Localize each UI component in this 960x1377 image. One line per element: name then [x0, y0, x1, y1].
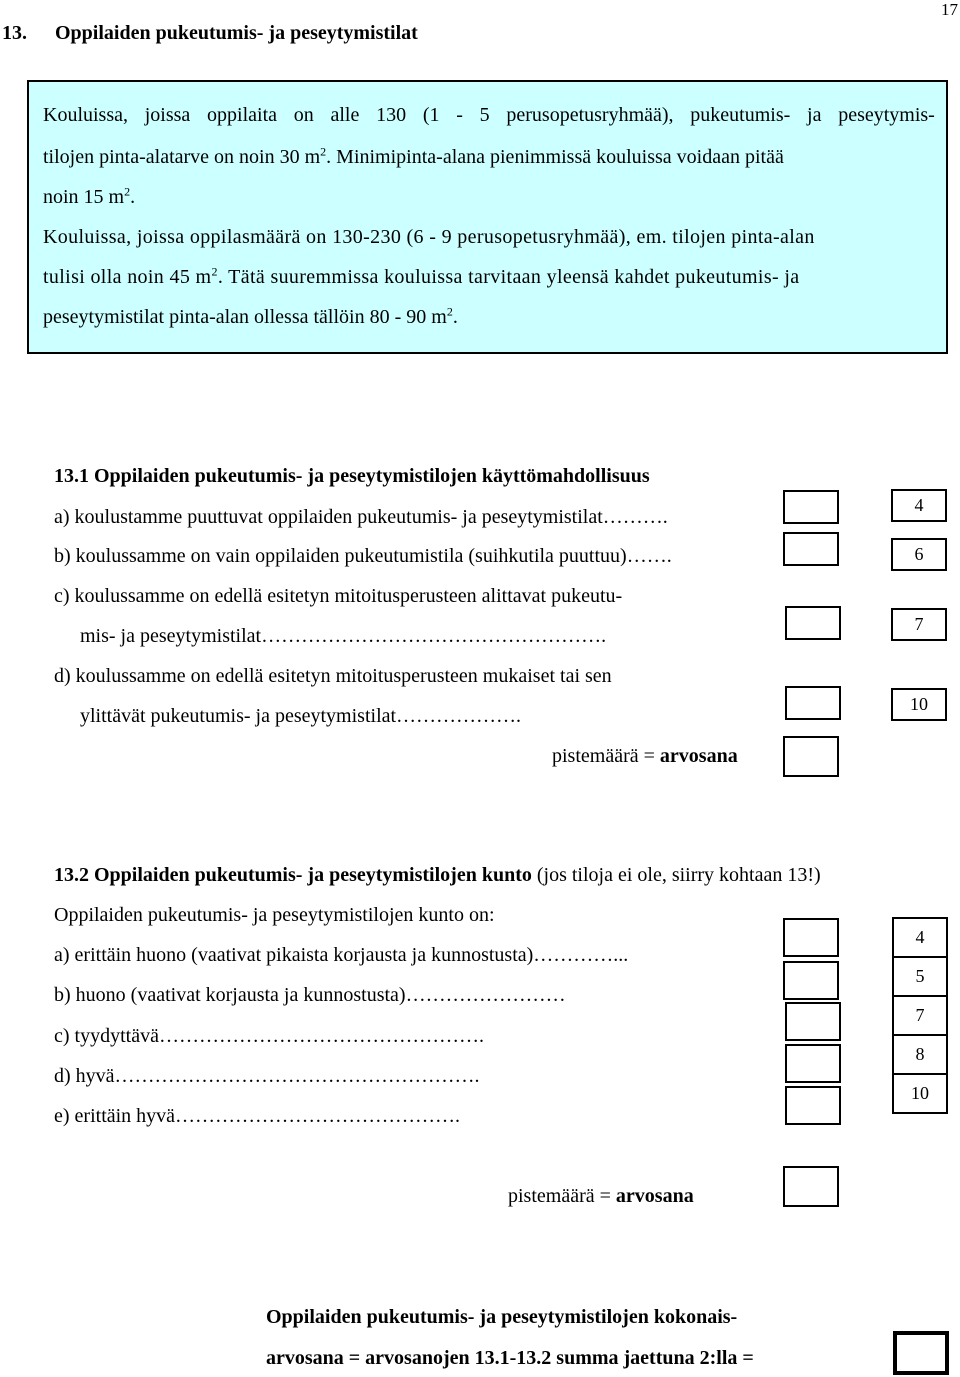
- info-line-1-word: peseytymis-: [838, 104, 935, 126]
- q1-heading: 13.1 Oppilaiden pukeutumis- ja peseytymistilojen käyttömahdollisuus: [54, 465, 650, 487]
- q1-checkbox-a[interactable]: [783, 490, 839, 524]
- q1-option-c-line1: c) koulussamme on edellä esitetyn mitoitusperusteen alittavat pukeutu-: [54, 585, 623, 607]
- q1-points-b: 6: [891, 538, 947, 571]
- q2-checkbox-a[interactable]: [783, 918, 839, 957]
- section-title: Oppilaiden pukeutumis- ja peseytymistilat: [55, 22, 418, 44]
- q1-points-d: 10: [891, 688, 947, 721]
- info-line-1-word: alle: [330, 104, 360, 126]
- q1-option-d-line2: ylittävät pukeutumis- ja peseytymistilat……………….: [80, 705, 522, 727]
- info-line-1-word: oppilaita: [207, 104, 278, 126]
- q1-option-a: a) koulustamme puuttuvat oppilaiden pukeutumis- ja peseytymistilat……….: [54, 506, 668, 528]
- q1-result-box[interactable]: [783, 736, 839, 777]
- total-label-line1: Oppilaiden pukeutumis- ja peseytymistilojen kokonais-: [266, 1306, 738, 1328]
- q1-checkbox-c[interactable]: [785, 606, 841, 640]
- total-grade-box[interactable]: [893, 1331, 949, 1375]
- total-label-line2: arvosana = arvosanojen 13.1-13.2 summa jaettuna 2:lla =: [266, 1347, 754, 1369]
- info-line-3: noin 15 $m^2$.: [43, 184, 136, 208]
- q2-points-b: 5: [892, 956, 948, 997]
- info-line-1: [43, 104, 935, 127]
- q2-option-e: e) erittäin hyvä…………………………………….: [54, 1105, 461, 1127]
- q2-checkbox-d[interactable]: [785, 1044, 841, 1083]
- q1-option-d-line1: d) koulussamme on edellä esitetyn mitoitusperusteen mukaiset tai sen: [54, 665, 612, 687]
- q2-points-d: 8: [892, 1034, 948, 1075]
- page-number: 17: [941, 0, 958, 19]
- info-line-4: Kouluissa, joissa oppilasmäärä on 130-230 (6 - 9 perusopetusryhmää), em. tilojen pinta-alan: [43, 226, 815, 248]
- q2-points-a: 4: [892, 917, 948, 958]
- info-line-1-word: Kouluissa,: [43, 104, 128, 126]
- q1-result-label: pistemäärä = arvosana: [552, 745, 738, 767]
- info-line-5: tulisi olla noin 45 $m^2$. Tätä suuremmissa kouluissa tarvitaan yleensä kahdet pukeutumis- ja: [43, 264, 800, 288]
- q1-checkbox-b[interactable]: [783, 532, 839, 566]
- info-line-1-word: perusopetusryhmää),: [506, 104, 674, 126]
- info-line-1-word: (1: [422, 104, 440, 126]
- q2-points-c: 7: [892, 995, 948, 1036]
- q1-option-c-line2: mis- ja peseytymistilat…………………………………………….: [80, 625, 607, 647]
- q2-result-label: pistemäärä = arvosana: [508, 1185, 694, 1207]
- section-number: 13.: [2, 22, 27, 44]
- q2-intro: Oppilaiden pukeutumis- ja peseytymistilojen kunto on:: [54, 904, 495, 926]
- q2-heading: 13.2 Oppilaiden pukeutumis- ja peseytymistilojen kunto (jos tiloja ei ole, siirry kohtaan 13!): [54, 864, 821, 886]
- q2-option-a: a) erittäin huono (vaativat pikaista korjausta ja kunnostusta)…………...: [54, 944, 629, 966]
- q2-checkbox-b[interactable]: [783, 961, 839, 1000]
- q2-points-stack: [892, 917, 948, 1114]
- q2-option-b: b) huono (vaativat korjausta ja kunnostusta)……………………: [54, 984, 566, 1006]
- q2-points-e: 10: [892, 1073, 948, 1114]
- info-line-1-word: -: [456, 104, 463, 126]
- info-line-1-word: ja: [807, 104, 822, 126]
- q2-result-box[interactable]: [783, 1166, 839, 1207]
- q1-points-a: 4: [891, 489, 947, 522]
- q2-option-c: c) tyydyttävä………………………………………….: [54, 1025, 484, 1047]
- info-line-1-word: 130: [376, 104, 407, 126]
- info-line-1-word: joissa: [144, 104, 191, 126]
- q2-checkbox-e[interactable]: [785, 1086, 841, 1125]
- q1-points-c: 7: [891, 608, 947, 641]
- q1-checkbox-d[interactable]: [785, 686, 841, 720]
- info-line-6: peseytymistilat pinta-alan ollessa tällöin 80 - 90 $m^2$.: [43, 304, 458, 328]
- q2-option-d: d) hyvä……………………………………………….: [54, 1065, 480, 1087]
- q2-checkbox-c[interactable]: [785, 1002, 841, 1041]
- info-line-1-word: 5: [479, 104, 490, 126]
- q1-option-b: b) koulussamme on vain oppilaiden pukeutumistila (suihkutila puuttuu)…….: [54, 545, 672, 567]
- info-line-1-word: pukeutumis-: [690, 104, 791, 126]
- info-box: [27, 80, 948, 354]
- info-line-1-word: on: [293, 104, 314, 126]
- info-line-2: tilojen pinta-alatarve on noin 30 $m^2$. Minimipinta-alana pienimmissä kouluissa voidaan pitää: [43, 144, 784, 168]
